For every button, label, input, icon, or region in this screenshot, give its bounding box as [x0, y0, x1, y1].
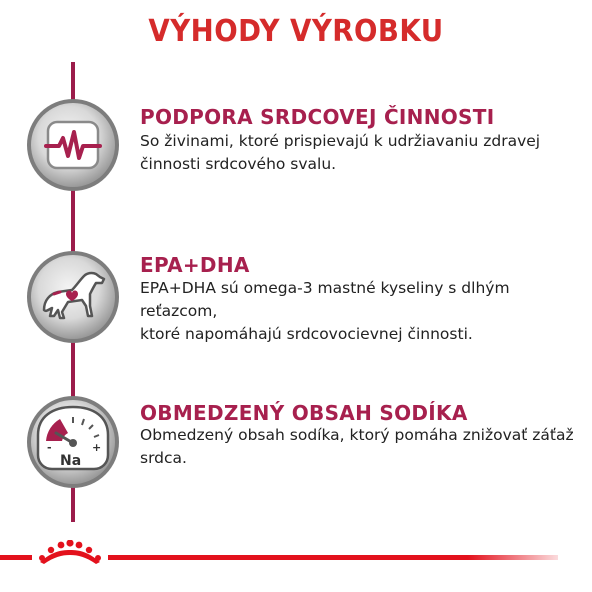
feature-description: Obmedzený obsah sodíka, ktorý pomáha znižovať záťaž srdca. [140, 426, 574, 467]
gauge-label: Na [60, 453, 82, 469]
feature-title: OBMEDZENÝ OBSAH SODÍKA [140, 401, 468, 425]
dog-heart-icon [26, 250, 120, 344]
timeline-line [71, 188, 75, 254]
timeline-line [71, 340, 75, 398]
sodium-gauge-icon [26, 395, 120, 489]
footer-line [108, 555, 558, 560]
timeline-line [71, 486, 75, 522]
gauge-plus: + [92, 441, 102, 454]
timeline-line [71, 62, 75, 102]
feature-title: EPA+DHA [140, 253, 250, 277]
feature-description: So živinami, ktoré prispievajú k udržiavaniu zdravej činnosti srdcového svalu. [140, 132, 541, 173]
feature-title: PODPORA SRDCOVEJ ČINNOSTI [140, 105, 495, 129]
gauge-minus: - [47, 441, 52, 454]
heartbeat-icon [26, 98, 120, 192]
page-title: VÝHODY VÝROBKU [148, 14, 444, 49]
feature-description: EPA+DHA sú omega-3 mastné kyseliny s dlhým reťazcom, ktoré napomáhajú srdcovocievnej činnosti. [140, 279, 510, 343]
footer-line [0, 555, 32, 560]
crown-logo [36, 540, 104, 564]
